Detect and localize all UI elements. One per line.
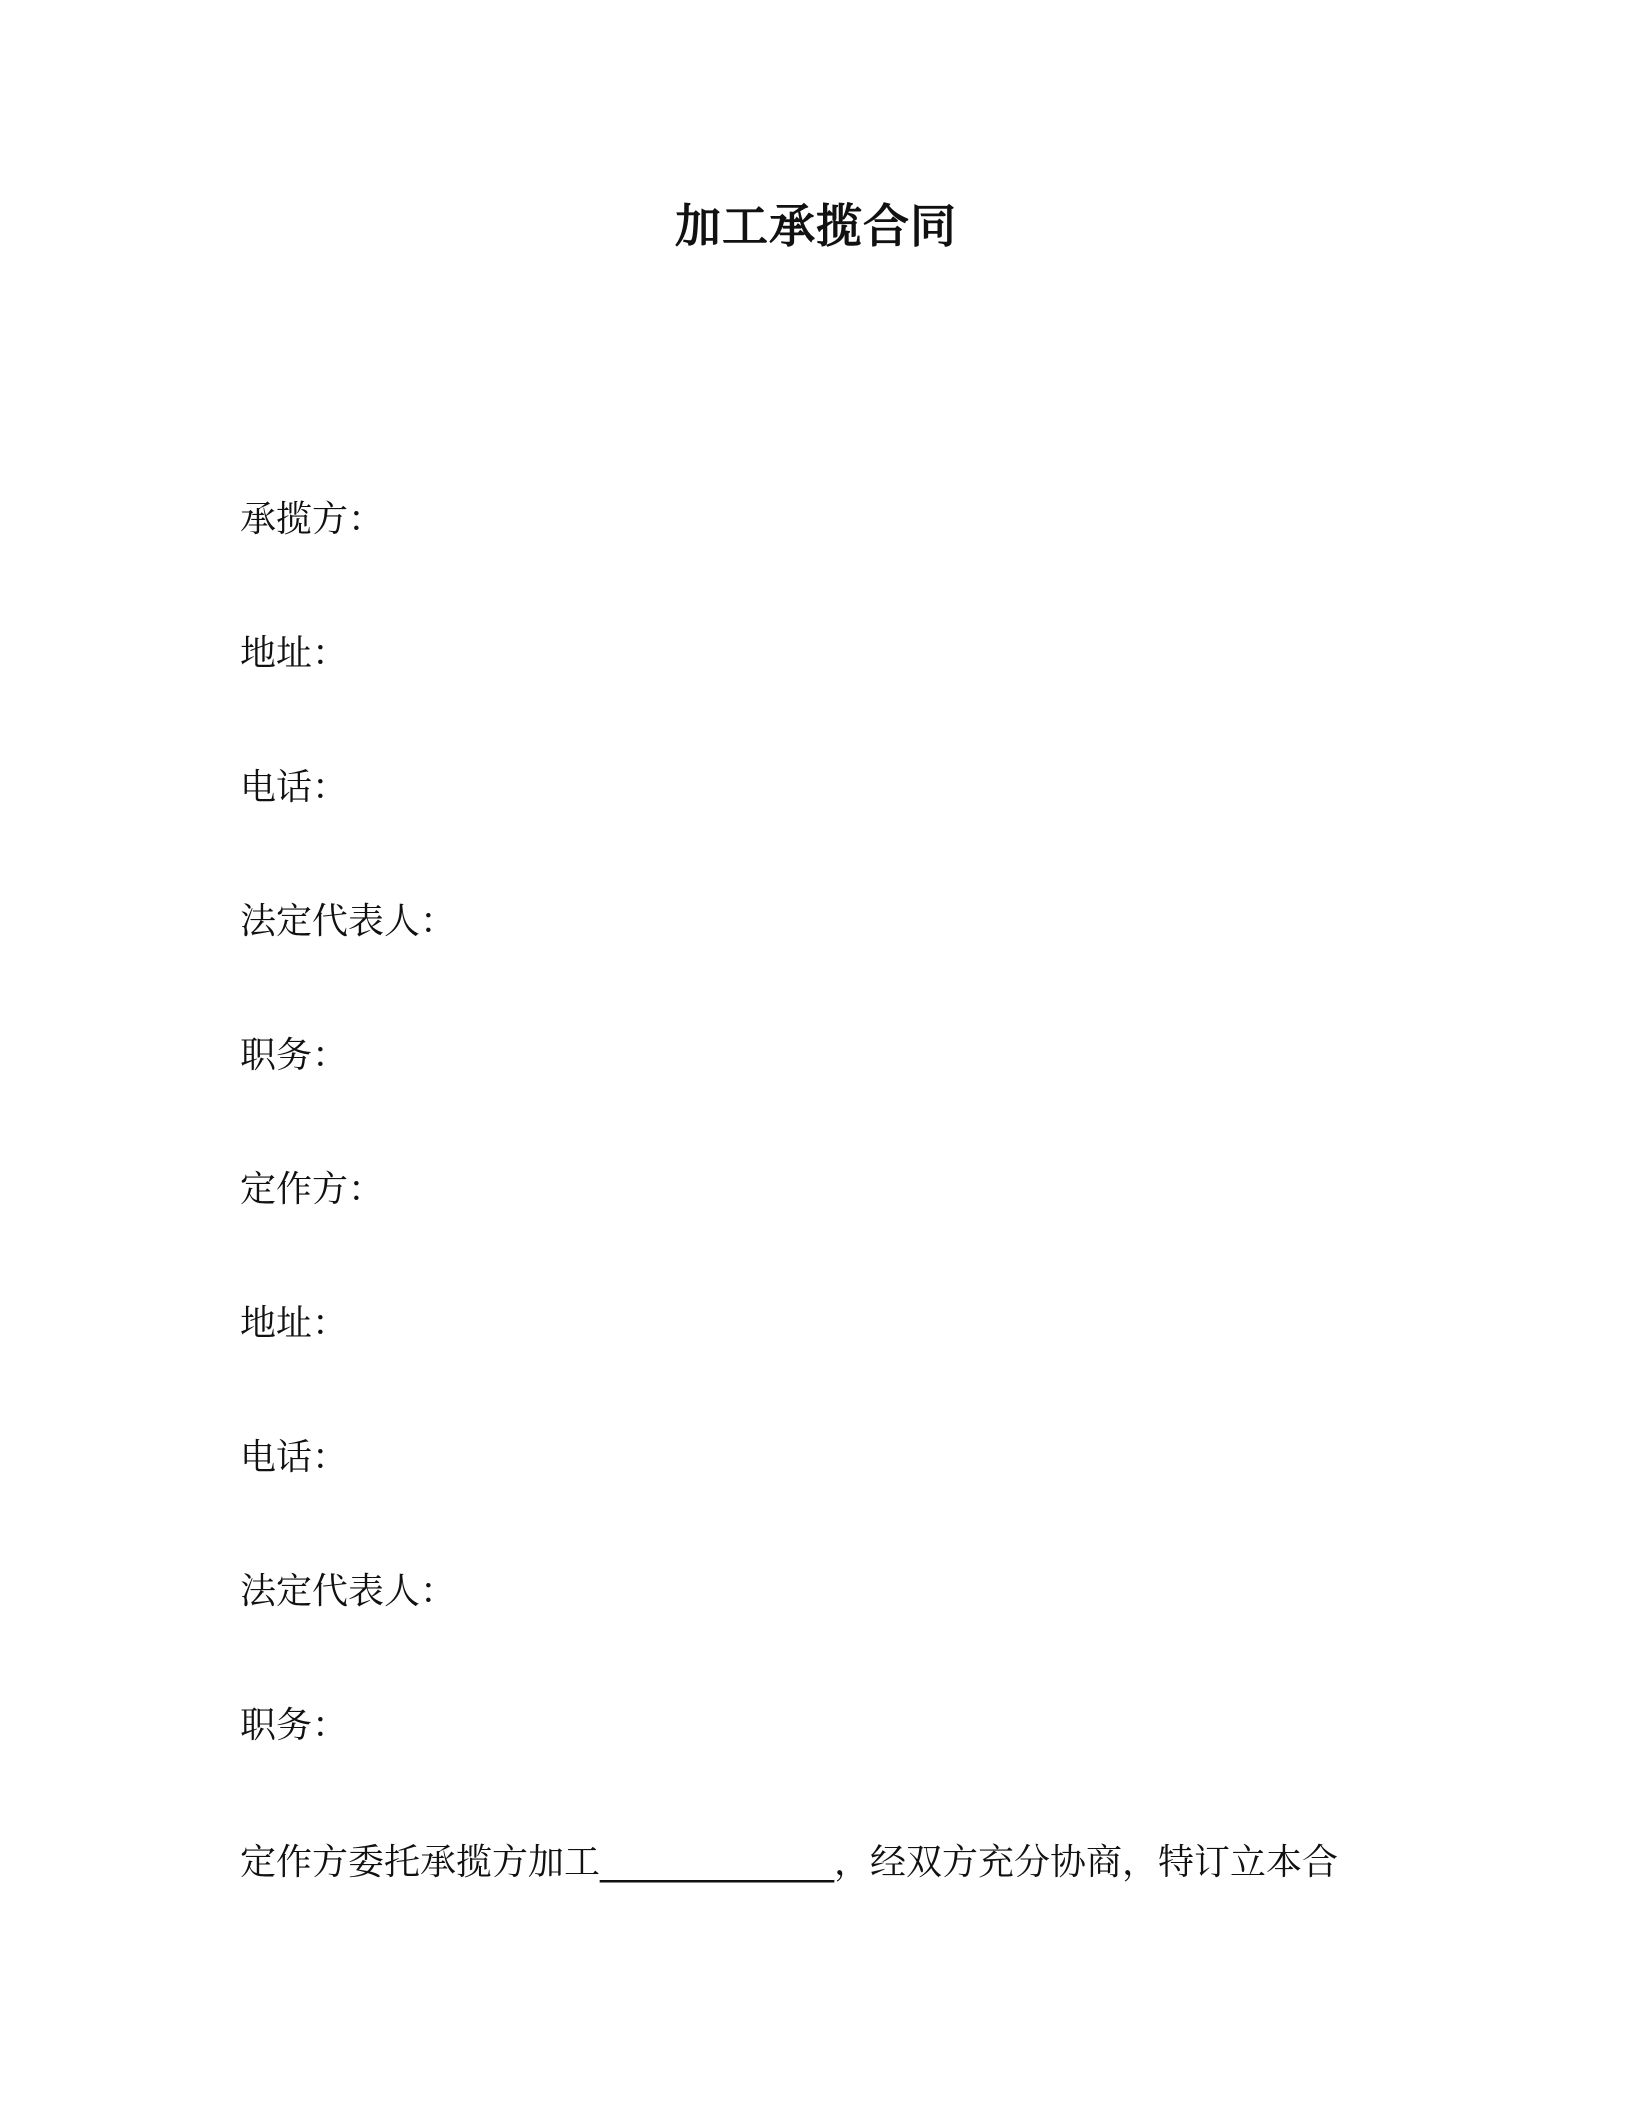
field-orderer: 定作方： [240, 1169, 385, 1210]
field-contractor-position: 职务： [240, 1035, 349, 1076]
field-contractor-legal-rep: 法定代表人： [240, 901, 457, 942]
field-contractor: 承揽方： [240, 499, 385, 540]
document-title: 加工承揽合同 [675, 199, 957, 253]
field-orderer-phone: 电话： [240, 1437, 349, 1478]
field-contractor-address: 地址： [240, 633, 349, 674]
field-contractor-phone: 电话： [240, 767, 349, 808]
field-orderer-legal-rep: 法定代表人： [240, 1571, 457, 1612]
field-orderer-position: 职务： [240, 1705, 349, 1746]
party-fields [240, 496, 456, 1836]
contract-intro-paragraph: 定作方委托承揽方加工_____________，经双方充分协商，特订立本合 [240, 1842, 1339, 1883]
field-orderer-address: 地址： [240, 1303, 349, 1344]
